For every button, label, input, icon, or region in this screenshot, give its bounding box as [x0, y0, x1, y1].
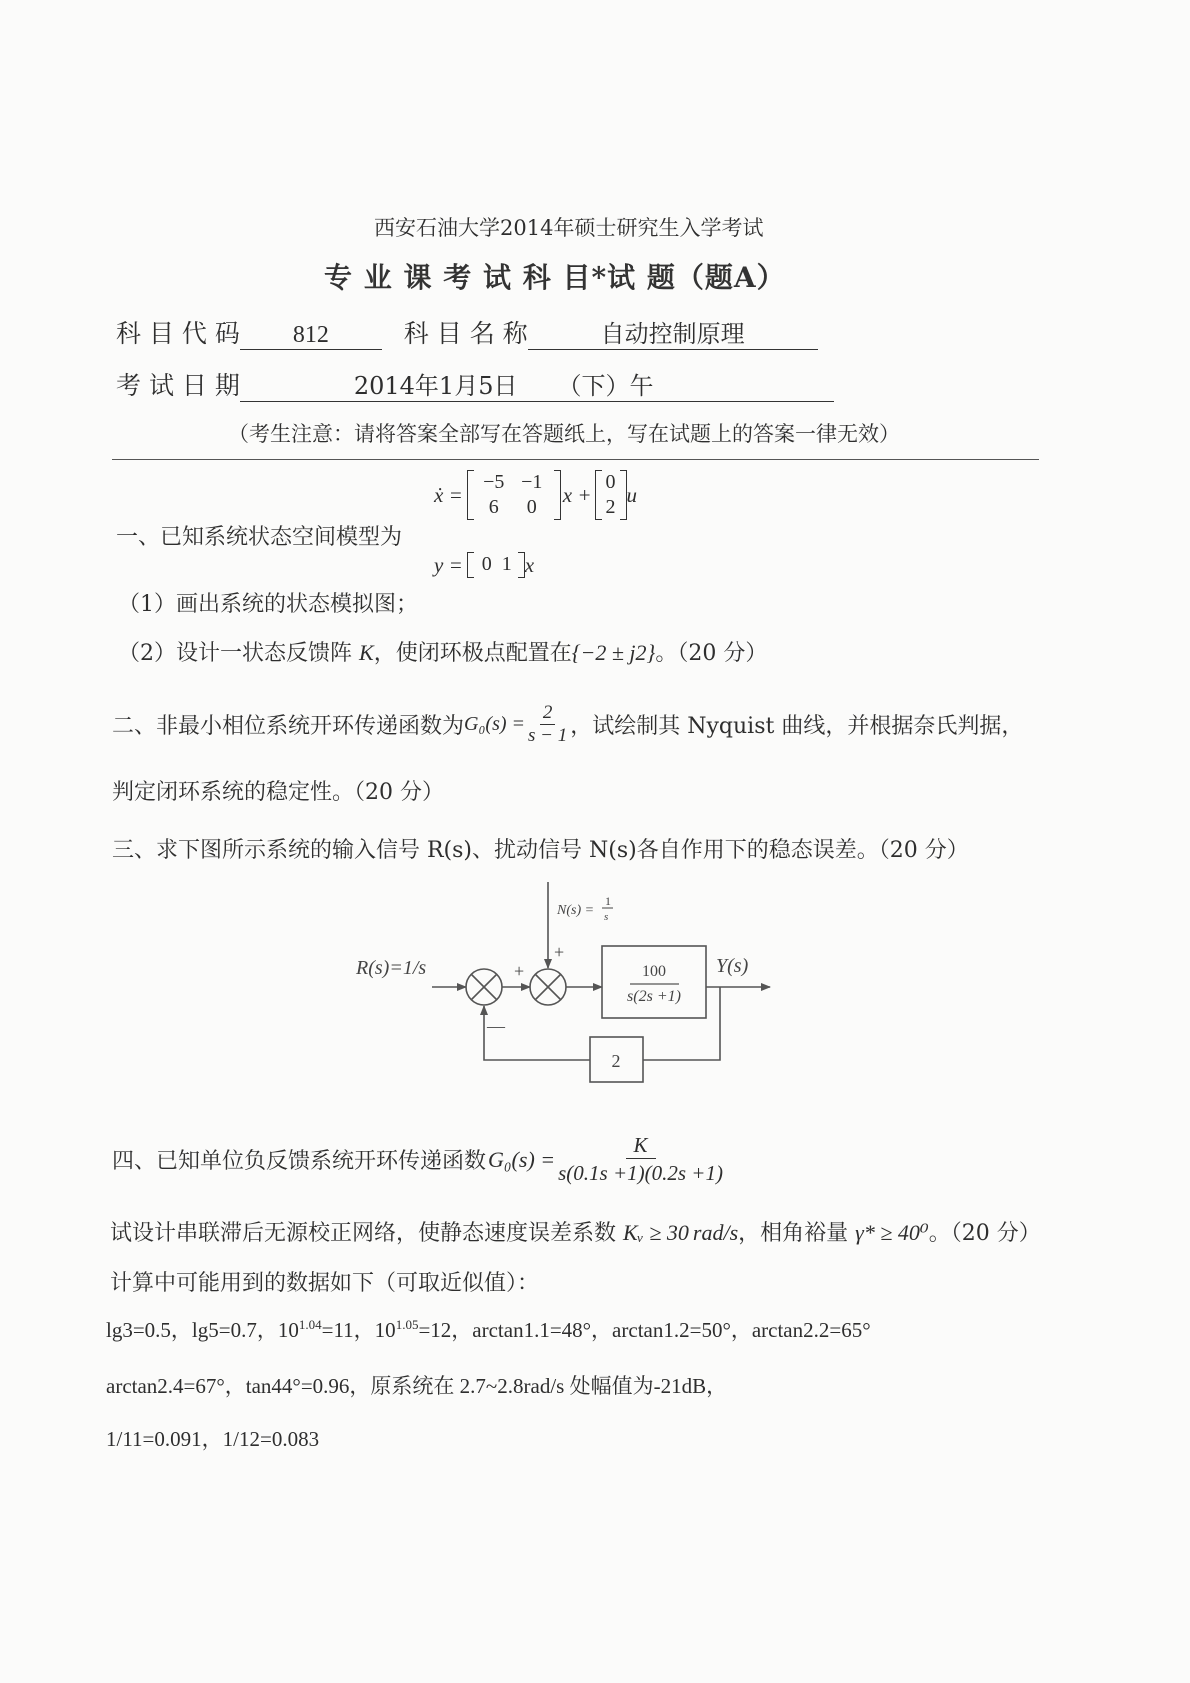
- q4-score: 。（20 分）: [928, 1221, 1041, 1246]
- q4-g-label: G₀(s) =: [488, 1146, 556, 1172]
- q4-data-sup: 1.04: [298, 1317, 322, 1332]
- matrix-c-cell: 1: [501, 553, 512, 575]
- subject-code-label: 科 目 代 码: [116, 319, 240, 348]
- q4-fraction: [555, 1132, 726, 1187]
- matrix-b: [595, 470, 627, 520]
- input-label: R(s)=1/s: [356, 957, 427, 979]
- q2-line2: 判定闭环系统的稳定性。（20 分）: [112, 780, 444, 805]
- subject-name-label: 科 目 名 称: [403, 319, 528, 348]
- q4-text: 四、已知单位负反馈系统开环传递函数: [112, 1149, 487, 1174]
- q3-text: 三、求下图所示系统的输入信号 R(s)、扰动信号 N(s)各自作用下的稳态误差。（20 分）: [112, 838, 969, 863]
- plant-numerator: 100: [642, 963, 666, 980]
- q4-line3: 计算中可能用到的数据如下（可取近似值）：: [110, 1271, 540, 1296]
- exam-date-row: [116, 366, 834, 402]
- university-line: 西安石油大学2014年硕士研究生入学考试: [374, 216, 764, 240]
- q4-text: ，相角裕量: [738, 1221, 856, 1246]
- subject-code-value: 812: [240, 322, 382, 350]
- q1-part2-text: （2）设计一状态反馈阵: [118, 641, 359, 666]
- q4-data-line1: [106, 1314, 871, 1344]
- disturbance-den: s: [604, 911, 609, 923]
- q1-output-tail: x: [524, 552, 535, 577]
- q4-data-text: =11，10: [321, 1318, 396, 1342]
- q4-data-sup: 1.05: [395, 1317, 419, 1332]
- matrix-b-cell: 2: [605, 496, 616, 518]
- matrix-a: [467, 470, 561, 520]
- q4-kv-unit: rad/s: [692, 1220, 739, 1245]
- q4-gamma: γ* ≥ 40⁰: [855, 1220, 929, 1245]
- q1-part1: （1）画出系统的状态模拟图；: [118, 592, 418, 617]
- matrix-a-cell: 6: [488, 496, 499, 518]
- output-label: Y(s): [716, 955, 749, 977]
- q1-intro: 一、已知系统状态空间模型为: [116, 525, 403, 550]
- q4-data-line2: arctan2.4=67°，tan44°=0.96，原系统在 2.7~2.8rad/s 处幅值为-21dB，: [106, 1374, 728, 1398]
- q4-data-text: lg3=0.5，lg5=0.7，10: [106, 1318, 299, 1342]
- feedback-gain: 2: [611, 1051, 621, 1071]
- plant-denominator: s(2s +1): [627, 988, 681, 1005]
- q1-part2-k: K: [359, 640, 374, 665]
- q2-line1: [112, 702, 1023, 747]
- exam-session: （下）午: [557, 372, 654, 400]
- q1-part2-score: 。（20 分）: [655, 641, 768, 666]
- subject-name-value: 自动控制原理: [528, 314, 818, 350]
- plant-block: [602, 946, 706, 1018]
- q2-text: ，试绘制其 Nyquist 曲线，并根据奈氏判据，: [570, 714, 1024, 739]
- q1-state-equation: [434, 470, 637, 520]
- subject-code-row: [116, 314, 818, 350]
- exam-notice: （考生注意：请将答案全部写在答题纸上，写在试题上的答案一律无效）: [228, 422, 900, 446]
- minus-sign: —: [487, 1016, 505, 1036]
- q4-denominator: s(0.1s +1)(0.2s +1): [558, 1161, 723, 1185]
- q1-state-tail: u: [626, 482, 637, 507]
- matrix-a-cell: 0: [526, 496, 537, 518]
- q1-state-lhs: ẋ =: [434, 482, 463, 507]
- q2-text: 二、非最小相位系统开环传递函数为: [112, 714, 465, 739]
- q4-data-line3: 1/11=0.091，1/12=0.083: [106, 1427, 320, 1451]
- disturbance-label: N(s) =: [557, 903, 595, 918]
- q2-numerator: 2: [540, 702, 556, 725]
- q2-fraction: [525, 702, 570, 747]
- block-diagram: [340, 870, 800, 1100]
- header-divider: [112, 459, 1039, 460]
- matrix-c-cell: 0: [481, 553, 492, 575]
- q2-denominator: s − 1: [528, 725, 568, 746]
- plus-sign-left: +: [514, 961, 525, 981]
- q1-part2-poles: {−2 ± j2}: [571, 640, 656, 665]
- matrix-a-cell: −5: [483, 471, 505, 493]
- exam-date-value: 2014年1月5日: [353, 372, 518, 400]
- matrix-b-cell: 0: [605, 471, 616, 493]
- exam-date-label: 考 试 日 期: [116, 371, 240, 400]
- q4-data-text: =12，arctan1.1=48°，arctan1.2=50°，arctan2.2=65°: [418, 1318, 871, 1342]
- q1-output-lhs: y =: [434, 552, 463, 577]
- plus-sign-top: +: [554, 942, 565, 962]
- q1-part2-text: ，使闭环极点配置在: [373, 641, 572, 666]
- q1-state-mid: x +: [562, 482, 592, 507]
- page-title: 专 业 课 考 试 科 目*试 题（题A）: [324, 261, 786, 294]
- matrix-a-cell: −1: [521, 471, 543, 493]
- q1-output-equation: [434, 552, 534, 578]
- q2-g-label: G₀(s) =: [464, 713, 526, 735]
- q4-text: 试设计串联滞后无源校正网络，使静态速度误差系数: [110, 1221, 623, 1246]
- q4-line1: [112, 1132, 726, 1187]
- q4-line2: [110, 1216, 1041, 1247]
- exam-date-field: [240, 366, 834, 402]
- q4-numerator: K: [626, 1132, 656, 1159]
- disturbance-num: 1: [605, 894, 611, 908]
- q4-kv: Kᵥ ≥ 30: [623, 1220, 689, 1245]
- q1-part2: [118, 636, 767, 667]
- matrix-c: [467, 552, 525, 578]
